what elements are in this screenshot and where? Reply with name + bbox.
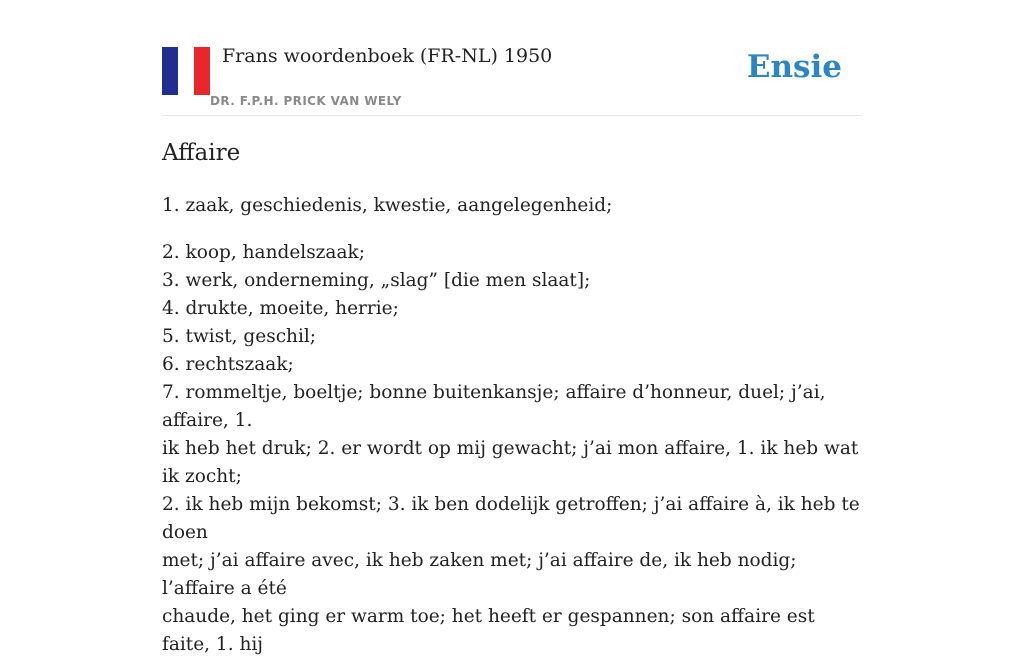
definition-line: 4. drukte, moeite, herrie; bbox=[162, 298, 399, 319]
definition-line: 7. rommeltje, boeltje; bonne buitenkansje; affaire d’honneur, duel; j’ai, affaire, 1. bbox=[162, 382, 826, 431]
entry-header bbox=[162, 0, 862, 116]
author-name: DR. F.P.H. PRICK VAN WELY bbox=[210, 94, 402, 108]
definition-line: 6. rechtszaak; bbox=[162, 354, 294, 375]
definition-first-line: 1. zaak, geschiedenis, kwestie, aangelegenheid; bbox=[162, 195, 613, 216]
definition-line: 3. werk, onderneming, „slag” [die men slaat]; bbox=[162, 270, 591, 291]
dictionary-card bbox=[162, 0, 862, 655]
flag-stripe-red bbox=[194, 47, 210, 95]
french-flag-icon bbox=[162, 47, 210, 95]
headword: Affaire bbox=[162, 140, 241, 166]
flag-stripe-blue bbox=[162, 47, 178, 95]
definition-line: 5. twist, geschil; bbox=[162, 326, 317, 347]
book-title-link[interactable]: Frans woordenboek (FR-NL) 1950 bbox=[222, 45, 553, 67]
definition-line: chaude, het ging er warm toe; het heeft er gespannen; son affaire est faite, 1. hij bbox=[162, 606, 815, 655]
definition-line: met; j’ai affaire avec, ik heb zaken met; j’ai affaire de, ik heb nodig; l’affaire a été bbox=[162, 550, 797, 599]
definition-line: ik heb het druk; 2. er wordt op mij gewacht; j’ai mon affaire, 1. ik heb wat ik zocht; bbox=[162, 438, 859, 487]
flag-stripe-white bbox=[178, 47, 194, 95]
definition-line: 2. koop, handelszaak; bbox=[162, 242, 365, 263]
definition-text bbox=[162, 192, 862, 659]
definition-line: 2. ik heb mijn bekomst; 3. ik ben dodelijk getroffen; j’ai affaire à, ik heb te doen bbox=[162, 494, 860, 543]
ensie-logo-link[interactable]: Ensie bbox=[746, 49, 842, 85]
